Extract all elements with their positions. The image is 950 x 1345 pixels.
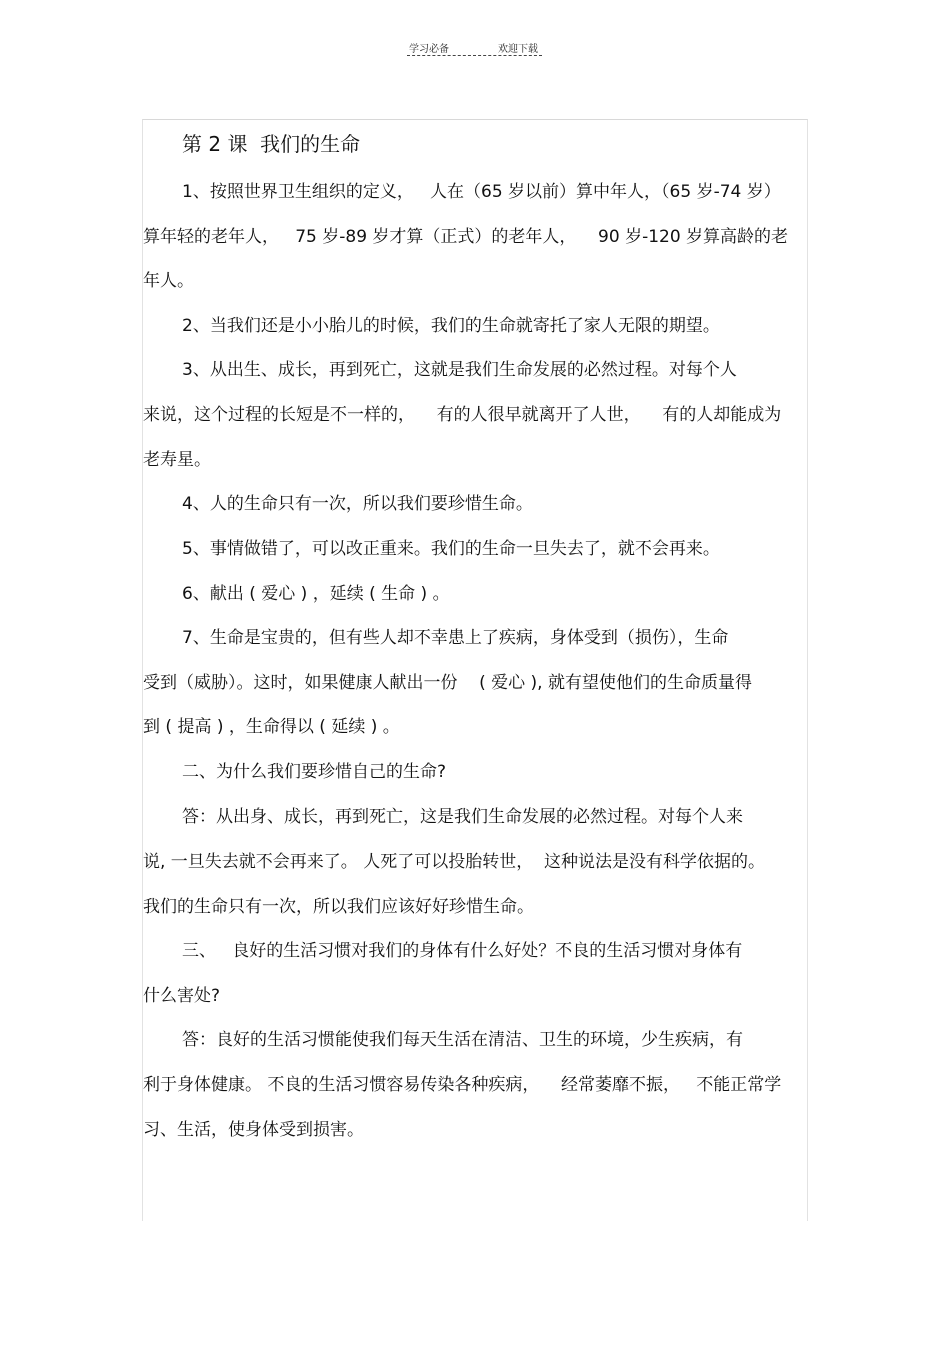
question-heading: 二、为什么我们要珍惜自己的生命? xyxy=(182,762,447,782)
question-heading: 三、 良好的生活习惯对我们的身体有什么好处？不良的生活习惯对身体有 xyxy=(182,941,743,961)
text-line: 受到（威胁）。这时，如果健康人献出一份 ( 爱心 ), 就有望使他们的生命质量得 xyxy=(143,673,752,693)
document-title: 第 2 课 我们的生命 xyxy=(182,132,361,156)
text-line: 年人。 xyxy=(143,271,194,291)
text-line: 什么害处? xyxy=(143,986,221,1006)
text-line: 说, 一旦失去就不会再来了。 人死了可以投胎转世， 这种说法是没有科学依据的。 xyxy=(143,852,766,872)
text-line: 老寿星。 xyxy=(143,450,211,470)
text-line: 6、献出 ( 爱心 ) ，延续 ( 生命 ) 。 xyxy=(182,584,450,604)
text-line: 来说，这个过程的长短是不一样的， 有的人很早就离开了人世， 有的人却能成为 xyxy=(143,405,782,425)
header-right-text: 欢迎下载 xyxy=(498,44,538,55)
text-line: 利于身体健康。 不良的生活习惯容易传染各种疾病， 经常萎靡不振， 不能正常学 xyxy=(143,1075,782,1095)
text-line: 我们的生命只有一次，所以我们应该好好珍惜生命。 xyxy=(143,897,534,917)
text-line: 2、当我们还是小小胎儿的时候，我们的生命就寄托了家人无限的期望。 xyxy=(182,316,720,336)
text-line: 答：良好的生活习惯能使我们每天生活在清洁、卫生的环境，少生疾病，有 xyxy=(182,1030,743,1050)
document-frame xyxy=(142,119,808,1221)
text-line: 5、事情做错了，可以改正重来。我们的生命一旦失去了，就不会再来。 xyxy=(182,539,720,559)
text-line: 习、生活，使身体受到损害。 xyxy=(143,1120,364,1140)
text-line: 1、按照世界卫生组织的定义， 人在（65 岁以前）算中年人，（65 岁-74 岁） xyxy=(182,182,781,202)
text-line: 3、从出生、成长，再到死亡，这就是我们生命发展的必然过程。对每个人 xyxy=(182,360,737,380)
header-left-text: 学习必备 xyxy=(409,44,449,55)
text-line: 答：从出身、成长，再到死亡，这是我们生命发展的必然过程。对每个人来 xyxy=(182,807,743,827)
text-line: 算年轻的老年人， 75 岁-89 岁才算（正式）的老年人， 90 岁-120 岁算高龄的老 xyxy=(143,227,789,247)
text-line: 4、人的生命只有一次，所以我们要珍惜生命。 xyxy=(182,494,533,514)
page-header xyxy=(407,38,542,56)
text-line: 7、生命是宝贵的，但有些人却不幸患上了疾病，身体受到（损伤），生命 xyxy=(182,628,729,648)
header-dashed-rule xyxy=(407,55,542,56)
text-line: 到 ( 提高 ) ，生命得以 ( 延续 ) 。 xyxy=(143,717,400,737)
